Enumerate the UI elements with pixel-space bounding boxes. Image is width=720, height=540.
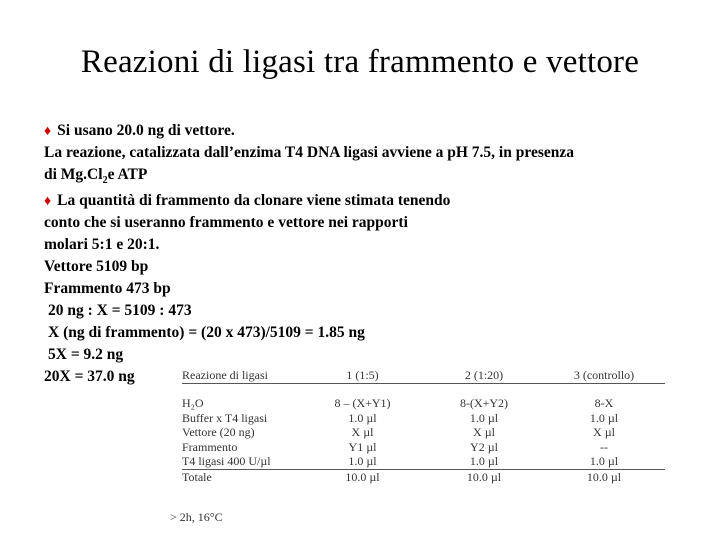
line-8: Frammento 473 bp — [44, 280, 171, 297]
table-row — [182, 411, 665, 426]
diamond-bullet-icon: ♦ — [44, 194, 52, 209]
line-7: Vettore 5109 bp — [44, 258, 149, 275]
table-header: 3 (controllo) — [543, 367, 665, 384]
table-cell: Y2 µl — [470, 439, 498, 454]
line-3-pre: di Mg.Cl — [44, 166, 103, 183]
table-cell: Frammento — [182, 439, 238, 454]
bullet-line-1 — [44, 120, 235, 143]
line-11: 5X = 9.2 ng — [48, 346, 124, 363]
line-9: 20 ng : X = 5109 : 473 — [48, 302, 192, 319]
slide-title: Reazioni di ligasi tra frammento e vettore — [80, 44, 640, 80]
bullet-line-4 — [44, 190, 450, 213]
table-row — [182, 454, 665, 469]
incubation-note — [170, 510, 223, 525]
table-cell: 8-(X+Y2) — [459, 396, 509, 410]
ligation-table — [182, 367, 665, 484]
table-spacer — [182, 384, 665, 397]
line-2: La reazione, catalizzata dall’enzima T4 DNA ligasi avviene a pH 7.5, in presenza — [44, 144, 574, 161]
table-cell: X µl — [593, 425, 615, 439]
table-cell: Y1 µl — [348, 439, 377, 454]
table-cell: 1.0 µl — [589, 454, 619, 468]
table-row — [182, 440, 665, 455]
table-cell: Vettore (20 ng) — [182, 425, 255, 439]
table-cell: 1.0 µl — [469, 410, 499, 425]
table-total-row — [182, 469, 665, 484]
table-row — [182, 425, 665, 440]
table-cell: 1.0 µl — [348, 410, 377, 425]
table-cell: 8-X — [594, 396, 614, 410]
table-header: 1 (1:5) — [300, 367, 425, 384]
table-header-row — [182, 367, 665, 384]
line-12: 20X = 37.0 ng — [44, 368, 135, 385]
table-cell: H₂O — [182, 396, 204, 410]
table-cell: 1.0 µl — [589, 410, 619, 425]
note-text: 2h, 16°C — [179, 510, 223, 524]
diamond-bullet-icon: ♦ — [44, 124, 52, 139]
table-cell: Buffer x T4 ligasi — [182, 410, 268, 425]
table-cell: 10.0 µl — [425, 469, 543, 484]
table-cell: 1.0 µl — [348, 454, 377, 468]
line-10: X (ng di frammento) = (20 x 473)/5109 = 1.85 ng — [48, 324, 365, 341]
table-header: Reazione di ligasi — [182, 367, 300, 384]
line-3-post: e ATP — [107, 166, 148, 183]
line-5: conto che si useranno frammento e vettore nei rapporti — [44, 214, 408, 231]
table-cell: Totale — [182, 469, 300, 484]
table-cell: -- — [600, 439, 608, 454]
table-cell: T4 ligasi 400 U/µl — [182, 454, 271, 468]
line-3 — [44, 164, 147, 192]
table-row — [182, 396, 665, 411]
table-cell: 1.0 µl — [469, 454, 499, 468]
table-cell: 8 – (X+Y1) — [334, 396, 391, 410]
table-cell: X µl — [473, 425, 495, 439]
line-4-text: La quantità di frammento da clonare viene stimata tenendo — [57, 192, 451, 209]
table-header: 2 (1:20) — [425, 367, 543, 384]
note-symbol: > — [170, 510, 177, 524]
line-6: molari 5:1 e 20:1. — [44, 236, 160, 253]
table-cell: 10.0 µl — [543, 469, 665, 484]
table-cell: 10.0 µl — [300, 469, 425, 484]
line-1-text: Si usano 20.0 ng di vettore. — [57, 122, 235, 139]
line-3-sub: 2 — [102, 175, 108, 187]
table-cell: X µl — [351, 425, 374, 439]
